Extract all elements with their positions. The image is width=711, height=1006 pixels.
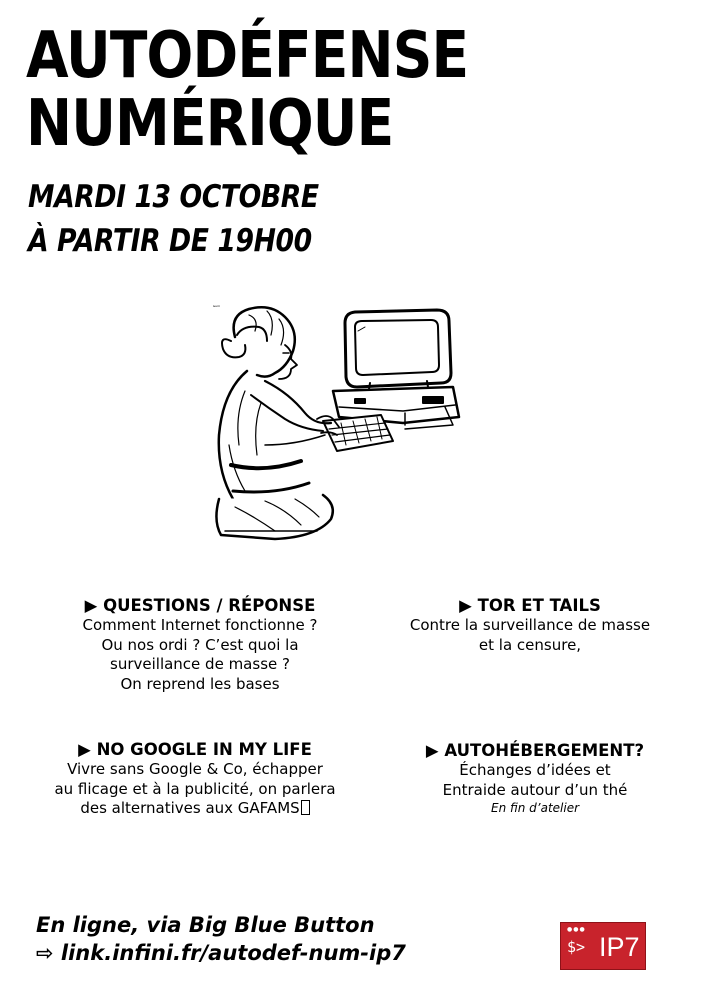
section-heading: ▶ NO GOOGLE IN MY LIFE: [78, 740, 312, 759]
svg-text:ᶰᵘᵐ: ᶰᵘᵐ: [213, 305, 221, 311]
event-link[interactable]: ⇨ link.infini.fr/autodef-num-ip7: [36, 941, 406, 965]
online-platform: En ligne, via Big Blue Button: [36, 913, 375, 937]
title-line-2: NUMÉRIQUE: [26, 87, 394, 161]
section-text-line: [30, 799, 360, 819]
section-note: En fin d’atelier: [490, 801, 580, 815]
section-questions-reponse: [55, 596, 345, 694]
woman-typing-on-computer-illustration: [205, 295, 475, 545]
section-text-line: et la censure,: [478, 635, 582, 654]
section-tor-et-tails: [385, 596, 675, 655]
logo-name: IP7: [599, 932, 640, 962]
poster-title: [26, 19, 469, 161]
section-text-line: Échanges d’idées et: [459, 761, 611, 779]
title-line-1: AUTODÉFENSE: [26, 19, 469, 93]
section-text-line: surveillance de masse ?: [110, 655, 290, 673]
event-date: [28, 175, 319, 263]
terminal-prompt-icon: $>: [567, 938, 586, 956]
section-text-line: Contre la surveillance de masse: [409, 616, 651, 634]
section-heading: ▶ TOR ET TAILS: [459, 596, 601, 615]
online-info: [36, 911, 406, 967]
section-no-google: [30, 740, 360, 819]
section-heading: ▶ QUESTIONS / RÉPONSE: [84, 596, 316, 615]
section-text-line: On reprend les bases: [120, 674, 280, 693]
section-text-line: Ou nos ordi ? C’est quoi la: [101, 635, 299, 654]
section-text-line: Vivre sans Google & Co, échapper: [67, 760, 323, 778]
section-text: des alternatives aux GAFAMS: [80, 799, 300, 817]
date-line-2: À PARTIR DE 19H00: [28, 223, 312, 259]
section-text-line: Comment Internet fonctionne ?: [82, 616, 318, 634]
section-text-line: au flicage et à la publicité, on parlera: [54, 779, 336, 798]
terminal-dots-icon: ●●●: [567, 926, 586, 933]
date-line-1: MARDI 13 OCTOBRE: [28, 179, 319, 215]
section-autohebergement: [385, 741, 685, 816]
ip7-logo: [560, 922, 646, 970]
missing-glyph-box-icon: [301, 800, 310, 815]
section-heading: ▶ AUTOHÉBERGEMENT?: [425, 741, 645, 760]
section-text-line: Entraide autour d’un thé: [442, 780, 628, 799]
